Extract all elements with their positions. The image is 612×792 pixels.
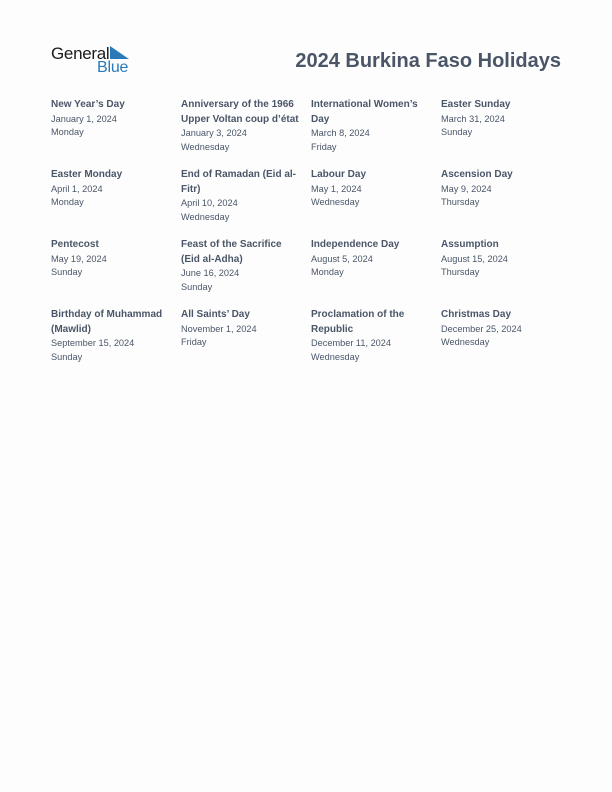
holiday-item — [181, 98, 303, 154]
holiday-weekday: Monday — [51, 127, 84, 137]
holiday-date: May 9, 2024 — [441, 183, 492, 194]
holiday-name: Birthday of Muhammad (Mawlid) — [51, 309, 163, 335]
holiday-name: Anniversary of the 1966 Upper Voltan coup d’état — [181, 99, 299, 125]
holiday-name: Labour Day — [311, 169, 367, 180]
logo-text-general: General — [51, 44, 110, 63]
holiday-weekday: Sunday — [51, 267, 83, 277]
holiday-date: December 11, 2024 — [311, 338, 392, 348]
holiday-item — [181, 308, 303, 350]
holiday-name: Proclamation of the Republic — [311, 309, 405, 335]
holiday-date: December 25, 2024 — [441, 323, 522, 334]
holiday-weekday: Sunday — [441, 127, 473, 137]
holiday-date: April 1, 2024 — [51, 183, 103, 194]
holiday-date: November 1, 2024 — [181, 323, 257, 334]
logo-text-blue: Blue — [97, 59, 129, 76]
holiday-weekday: Thursday — [441, 267, 480, 277]
holiday-item — [51, 238, 173, 280]
holiday-date: January 3, 2024 — [181, 128, 247, 138]
holiday-date: June 16, 2024 — [181, 268, 240, 278]
holiday-name: End of Ramadan (Eid al-Fitr) — [181, 169, 297, 195]
holiday-item — [441, 238, 563, 280]
holiday-item — [311, 168, 433, 210]
holiday-name: All Saints’ Day — [181, 309, 250, 320]
holiday-name: Easter Sunday — [441, 99, 511, 110]
holiday-item — [311, 238, 433, 280]
holiday-date: May 1, 2024 — [311, 183, 362, 194]
holiday-weekday: Monday — [51, 197, 84, 207]
holiday-item — [311, 308, 433, 364]
holiday-date: April 10, 2024 — [181, 198, 238, 208]
holiday-date: August 15, 2024 — [441, 253, 508, 264]
holiday-name: Easter Monday — [51, 169, 123, 180]
holiday-weekday: Friday — [181, 337, 207, 347]
holiday-weekday: Wednesday — [181, 141, 230, 152]
holiday-item — [51, 308, 173, 364]
holiday-weekday: Thursday — [441, 197, 480, 207]
holiday-weekday: Wednesday — [181, 211, 230, 222]
logo-triangle-icon — [110, 46, 129, 59]
holiday-item — [181, 238, 303, 294]
holiday-weekday: Monday — [311, 267, 344, 277]
holiday-name: Independence Day — [311, 239, 400, 250]
brand-logo — [51, 44, 141, 78]
holiday-name: International Women’s Day — [311, 99, 418, 125]
holiday-date: March 8, 2024 — [311, 128, 370, 138]
holiday-item — [441, 98, 563, 140]
holiday-date: August 5, 2024 — [311, 253, 373, 264]
holiday-item — [51, 98, 173, 140]
holiday-date: March 31, 2024 — [441, 113, 505, 124]
holiday-weekday: Sunday — [181, 281, 213, 292]
holiday-date: September 15, 2024 — [51, 338, 135, 348]
holiday-weekday: Wednesday — [311, 351, 360, 362]
page-title: 2024 Burkina Faso Holidays — [295, 50, 561, 72]
holiday-weekday: Sunday — [51, 351, 83, 362]
holiday-weekday: Wednesday — [441, 337, 490, 347]
holiday-name: Pentecost — [51, 239, 99, 250]
holiday-name: Feast of the Sacrifice (Eid al-Adha) — [181, 239, 282, 265]
holiday-weekday: Wednesday — [311, 197, 360, 207]
holiday-item — [311, 98, 433, 154]
holiday-name: New Year’s Day — [51, 99, 125, 110]
holiday-item — [441, 168, 563, 210]
holiday-item — [441, 308, 563, 350]
holiday-name: Christmas Day — [441, 309, 512, 320]
holiday-name: Ascension Day — [441, 169, 513, 180]
holiday-item — [181, 168, 303, 224]
holiday-date: January 1, 2024 — [51, 113, 117, 124]
holiday-date: May 19, 2024 — [51, 253, 107, 264]
holiday-weekday: Friday — [311, 141, 337, 152]
holiday-item — [51, 168, 173, 210]
holiday-name: Assumption — [441, 239, 499, 250]
